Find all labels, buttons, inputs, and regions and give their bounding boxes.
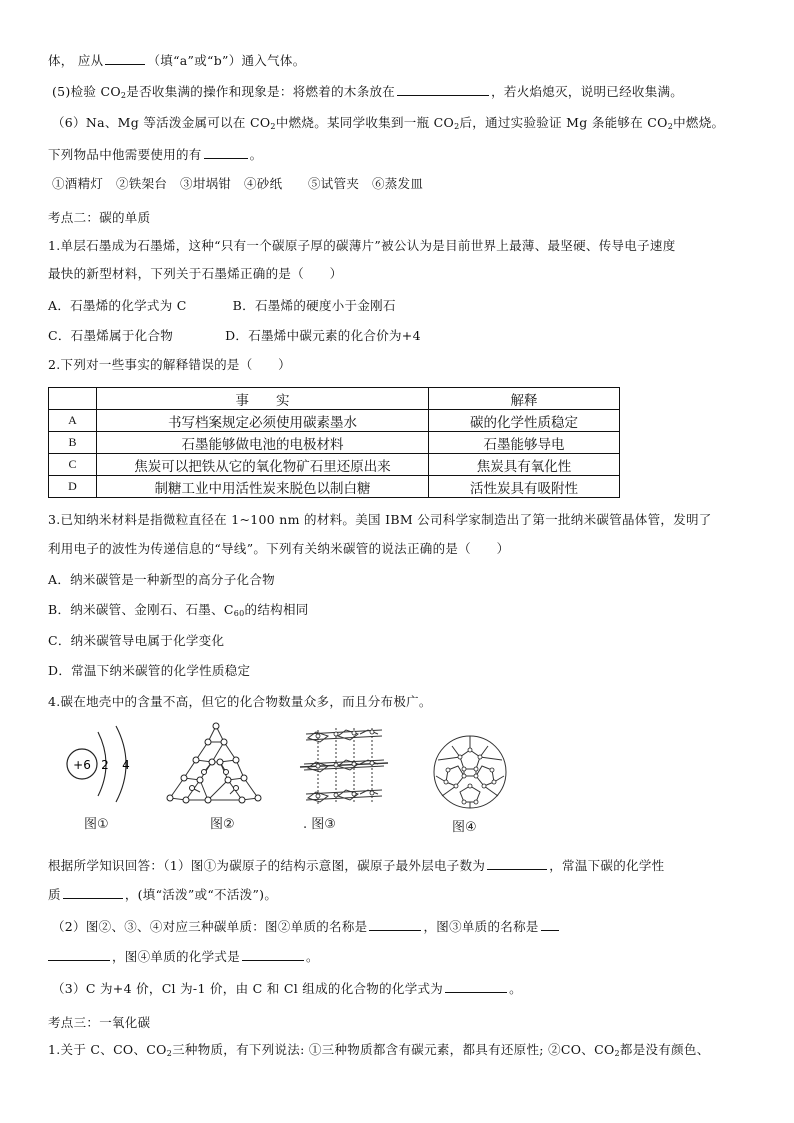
row-label: C <box>49 454 97 476</box>
section-heading: 考点二：碳的单质 <box>48 210 151 225</box>
answer-blank[interactable] <box>105 52 145 65</box>
row-label: B <box>49 432 97 454</box>
text: ，(填“活泼”或“不活泼”)。 <box>124 887 278 902</box>
answer-blank[interactable] <box>48 948 110 961</box>
question-text: 4.碳在地壳中的含量不高，但它的化合物数量众多，而且分布极广。 <box>48 694 432 709</box>
answer-blank[interactable] <box>541 918 559 931</box>
diamond-structure-diagram <box>156 718 272 810</box>
text-line <box>48 948 758 965</box>
table-header-cell <box>49 388 97 410</box>
row-explain: 活性炭具有吸附性 <box>429 476 620 498</box>
row-fact: 制糖工业中用活性炭来脱色以制白糖 <box>97 476 429 498</box>
text: 。 <box>306 949 319 964</box>
text-line <box>52 980 762 997</box>
carbon-atom-diagram <box>62 722 152 817</box>
answer-blank[interactable] <box>369 918 421 931</box>
graphite-structure-diagram <box>298 724 390 812</box>
option-c[interactable]: C．纳米碳管导电属于化学变化 <box>48 633 225 648</box>
text: ，若火焰熄灭，说明已经收集满。 <box>491 84 684 99</box>
figure-label <box>303 813 336 832</box>
shell-electrons: 4 <box>122 758 130 772</box>
text: 的结构相同 <box>244 602 309 617</box>
text: 后，通过实验验证 Mg 条能够在 CO <box>459 115 668 130</box>
row-label: D <box>49 476 97 498</box>
shell-electrons: 2 <box>101 758 109 772</box>
table-header-cell: 事 实 <box>97 388 429 410</box>
option-b[interactable] <box>48 602 758 618</box>
text: 体， 应从 <box>48 53 104 68</box>
section-heading: 考点三：一氧化碳 <box>48 1015 151 1030</box>
option-d[interactable]: D．常温下纳米碳管的化学性质稳定 <box>48 663 251 678</box>
text: ，常温下碳的化学性 <box>549 858 665 873</box>
subscript: 2 <box>454 122 460 131</box>
facts-table <box>48 387 620 498</box>
text-line <box>52 115 762 131</box>
nucleus-charge: +6 <box>73 758 91 772</box>
option-row <box>48 328 758 344</box>
text: (5)检验 CO <box>52 84 121 99</box>
row-fact: 焦炭可以把铁从它的氧化物矿石里还原出来 <box>97 454 429 476</box>
option-b[interactable]: B．石墨烯的硬度小于金刚石 <box>232 298 396 313</box>
subscript: 2 <box>166 1049 173 1058</box>
fullerene-structure-diagram <box>428 730 512 814</box>
text: （2）图②、③、④对应三种碳单质：图②单质的名称是 <box>52 919 368 934</box>
table-header-cell: 解释 <box>429 388 620 410</box>
text-line <box>48 857 758 874</box>
question-text: 3.已知纳米材料是指微粒直径在 1~100 nm 的材料。美国 IBM 公司科学家制造出了第一批纳米碳管晶体管，发明了 <box>48 512 712 527</box>
text-line <box>48 52 758 69</box>
option-d[interactable]: D．石墨烯中碳元素的化合价为+4 <box>225 328 421 343</box>
figure-prefix: . <box>303 817 308 832</box>
question-text: 1.单层石墨成为石墨烯，这种“只有一个碳原子厚的碳薄片”被公认为是目前世界上最薄、最坚硬、传导电子速度 <box>48 238 676 253</box>
text: 1.关于 C、CO、CO <box>48 1042 167 1057</box>
subscript: 2 <box>270 122 276 131</box>
text: ，图④单质的化学式是 <box>112 949 241 964</box>
option-a[interactable]: A．石墨烯的化学式为 C <box>48 298 187 313</box>
text: 根据所学知识回答：（1）图①为碳原子的结构示意图，碳原子最外层电子数为 <box>48 858 486 873</box>
options-line: ①酒精灯 ②铁架台 ③坩埚钳 ④砂纸 ⑤试管夹 ⑥蒸发皿 <box>52 176 424 191</box>
text: 下列物品中他需要使用的有 <box>48 147 202 162</box>
question-text: 2.下列对一些事实的解释错误的是（ ） <box>48 357 291 372</box>
text: 质 <box>48 887 61 902</box>
answer-blank[interactable] <box>445 980 507 993</box>
text: 。 <box>249 147 263 162</box>
figure-label: 图② <box>210 817 235 832</box>
question-text <box>48 1042 768 1058</box>
figure-label-text: 图③ <box>311 817 336 832</box>
text-line <box>48 886 758 903</box>
answer-blank[interactable] <box>487 857 547 870</box>
answer-blank[interactable] <box>242 948 304 961</box>
row-fact: 书写档案规定必须使用碳素墨水 <box>97 410 429 432</box>
text: （6）Na、Mg 等活泼金属可以在 CO <box>52 115 271 130</box>
text: 都是没有颜色、 <box>619 1042 710 1057</box>
question-text: 最快的新型材料，下列关于石墨烯正确的是（ ） <box>48 266 343 281</box>
row-explain: 碳的化学性质稳定 <box>429 410 620 432</box>
text: ，图③单质的名称是 <box>423 919 539 934</box>
text: （3）C 为+4 价，Cl 为-1 价，由 C 和 Cl 组成的化合物的化学式为 <box>52 981 444 996</box>
text: 是否收集满的操作和现象是：将燃着的木条放在 <box>126 84 396 99</box>
text: 中燃烧。某同学收集到一瓶 CO <box>275 115 455 130</box>
figure-label: 图④ <box>452 820 477 835</box>
row-fact: 石墨能够做电池的电极材料 <box>97 432 429 454</box>
figure-label: 图① <box>84 817 109 832</box>
option-row <box>48 298 758 314</box>
table-row <box>49 476 620 498</box>
subscript: 2 <box>120 91 127 100</box>
text-line <box>52 918 762 935</box>
answer-blank[interactable] <box>397 83 489 96</box>
row-explain: 焦炭具有氧化性 <box>429 454 620 476</box>
subscript: 2 <box>614 1049 620 1058</box>
text: （填“a”或“b”）通入气体。 <box>147 53 306 68</box>
subscript: 2 <box>667 122 674 131</box>
text: 三种物质，有下列说法: ①三种物质都含有碳元素，都具有还原性; ②CO、CO <box>172 1042 615 1057</box>
row-label: A <box>49 410 97 432</box>
text-line <box>48 146 758 163</box>
table-row <box>49 410 620 432</box>
table-row <box>49 454 620 476</box>
text-line <box>52 83 762 100</box>
question-text: 利用电子的波性为传递信息的“导线”。下列有关纳米碳管的说法正确的是（ ） <box>48 541 510 556</box>
table-header-row <box>49 388 620 410</box>
row-explain: 石墨能够导电 <box>429 432 620 454</box>
option-a[interactable]: A．纳米碳管是一种新型的高分子化合物 <box>48 572 275 587</box>
subscript: 60 <box>233 609 245 618</box>
text: 。 <box>509 981 522 996</box>
answer-blank[interactable] <box>204 146 248 159</box>
option-c[interactable]: C．石墨烯属于化合物 <box>48 328 174 343</box>
table-row <box>49 432 620 454</box>
text: 中燃烧。 <box>673 115 725 130</box>
text: B．纳米碳管、金刚石、石墨、C <box>48 602 234 617</box>
answer-blank[interactable] <box>63 886 123 899</box>
